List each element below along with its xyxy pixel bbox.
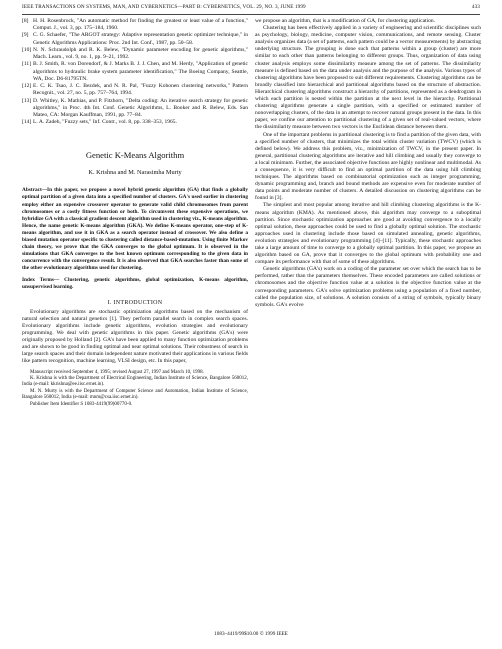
footnote: Manuscript received September 4, 1995; revised August 27, 1997 and March 10, 1998. (30, 369, 204, 375)
reference-item: [8] H. H. Rosenbrock, "An automatic method for finding the greatest or least value of a function," Comput. J., vol. 3, pp. 175–184, 1960. (22, 18, 248, 32)
footnotes (22, 370, 248, 408)
abstract: Abstract—In this paper, we propose a novel hybrid genetic algorithm (GA) that finds a globally optimal partition of a given data into a specified number of clusters. GA's used earlier in clustering employ either an expensive crossover operator to generate valid child chromosomes from parent chromosomes or a costly fitness function or both. To circumvent these expensive operations, we hybridize GA with a classical gradient descent algorithm used in clustering viz., K-means algorithm. Hence, the name genetic K-means algorithm (GKA). We define K-means operator, one-step of K-means algorithm, and use it in GKA as a search operator instead of crossover. We also define a biased mutation operator specific to clustering called distance-based-mutation. Using finite Markov chain theory, we prove that the GKA converges to the global optimum. It is observed in the simulations that GKA converges to the best known optimum corresponding to the given data in concurrence with the convergence result. It is also observed that GKA searches faster than some of the other evolutionary algorithms used for clustering. (22, 187, 248, 272)
paper-authors: K. Krishna and M. Narasimha Murty (88, 169, 182, 177)
reference-item: [13] D. Whitley, K. Mathias, and P. Fitzhorn, "Delta coding: An iterative search strategy for genetic algorithms," in Proc. 4th Int. Conf. Genetic Algorithms, L. Booker and R. Belew, Eds. San Mateo, CA: Morgan Kauffman, 1991, pp. 77–84. (22, 97, 248, 118)
index-terms: Index Terms— Clustering, genetic algorithms, global optimization, K-means algorithm, unsupervised learning. (22, 276, 248, 290)
body-paragraph: One of the important problems in partitional clustering is to find a partition of the given data, with a specified number of clusters, that minimizes the total within cluster variation (TWCV) (which is defined below). We address this problem, viz., minimization of TWCV, in the present paper. In general, partitional clustering algorithms are iterative and hill climbing and usually they converge to a local minimum. Further, the associated objective functions are highly nonlinear and multimodal. As a consequence, it is very difficult to find an optimal partition of the data using hill climbing techniques. The algorithms based on combinatorial optimization such as integer programming, dynamic programming and, branch and bound methods are expensive even for moderate number of data points and moderate number of clusters. A detailed discussion on clustering algorithms can be found in [3]. (255, 131, 481, 202)
body-paragraph: The simplest and most popular among iterative and hill climbing clustering algorithms is the K-means algorithm (KMA). As mentioned above, this algorithm may converge to a suboptimal partition. Since stochastic optimization approaches are good at avoiding convergence to a locally optimal solution, these approaches could be used to find a globally optimal solution. The stochastic approaches used in clustering include those based on simulated annealing, genetic algorithms, evolution strategies and evolutionary programming [4]–[11]. Typically, these stochastic approaches take a large amount of time to converge to a globally optimal partition. In this paper, we propose an algorithm based on GA, prove that it converges to the global optimum with probability one and compare its performance with that of some of these algorithms. (255, 202, 481, 266)
reference-item: [11] B. J. Smith, R. von Dorendorf, & J. Marks B. J. J. Chen, and M. Herdy, "Application of genetic algorithms to hydraulic brake system parameter identification," The Boeing Company, Seattle, WA, Doc. D6-81795TN. (22, 61, 248, 82)
reference-list (22, 18, 248, 126)
paper-title: Genetic K-Means Algorithm (85, 150, 185, 161)
footnote: M. N. Murty is with the Department of Computer Science and Automation, Indian Institute of Science, Bangalore 560012, India (e-mail: mnm@csa.iisc.ernet.in). (22, 388, 248, 401)
journal-name: IEEE TRANSACTIONS ON SYSTEMS, MAN, AND CYBERNETICS—PART B: CYBERNETICS, VOL. 29, NO. 3, JUNE 1999 (22, 4, 306, 10)
body-paragraph: Genetic algorithms (GA's) work on a coding of the parameter set over which the search has to be performed, rather than the parameters themselves. These encoded parameters are called solutions or chromosomes and the objective function value at a solution is the objective function value at the corresponding parameters. GA's solve optimization problems using a population of a fixed number, called the population size, of solutions. A solution consists of a string of symbols, typically binary symbols. GA's evolve (255, 266, 481, 308)
intro-paragraph: Evolutionary algorithms are stochastic optimization algorithms based on the mechanism of natural selection and natural genetics [1]. They perform parallel search in complex search spaces. Evolutionary algorithms include genetic algorithms, evolution strategies and evolutionary programming. We deal with genetic algorithms in this paper. Genetic algorithms (GA's) were originally proposed by Holland [2]. GA's have been applied to many function optimization problems and are shown to be good in finding optimal and near optimal solutions. Their robustness of search in large search spaces and their domain independent nature motivated their applications in various fields like pattern recognition, machine learning, VLSI design, etc. In this paper, (22, 308, 248, 365)
reference-item: [12] E. C. K. Tsao, J. C. Bezdek, and N. R. Pal, "Fuzzy Kohonen clustering networks," Pattern Recognit., vol. 27, no. 5, pp. 757–764, 1994. (22, 83, 248, 97)
right-column (255, 18, 481, 309)
left-column (22, 18, 248, 408)
page-number: 433 (471, 4, 480, 10)
footnote: K. Krishna is with the Department of Electrical Engineering, Indian Institute of Science, Bangalore 560012, India (e-mail: kkrishna@ee.iisc.ernet.in). (22, 375, 248, 388)
running-header (22, 4, 480, 13)
body-paragraph: Clustering has been effectively applied in a variety of engineering and scientific disciplines such as psychology, biology, medicine, computer vision, communications, and remote sensing. Cluster analysis organizes data (a set of patterns, each pattern could be a vector measurements) by abstracting underlying structure. The grouping is done such that patterns within a group (cluster) are more similar to each other than patterns belonging to different groups. Thus, organization of data using cluster analysis employs some dissimilarity measure among the set of patterns. The dissimilarity measure is defined based on the data under analysis and the purpose of the analysis. Various types of clustering algorithms have been proposed to suit different requirements. Clustering algorithms can be broadly classified into hierarchical and partitional algorithms based on the structure of abstraction. Hierarchical clustering algorithms construct a hierarchy of partitions, represented as a dendrogram in which each partition is nested within the partition at the next level in the hierarchy. Partitional clustering algorithms generate a single partition, with a specified or estimated number of nonoverlapping clusters, of the data in an attempt to recover natural groups present in the data. In this paper, we confine our attention to partitional clustering of a given set of real-valued vectors, where the dissimilarity measure between two vectors is the Euclidean distance between them. (255, 25, 481, 131)
body-paragraph: we propose an algorithm, that is a modification of GA, for clustering application. (255, 18, 436, 24)
copyright-line: 1083–4419/99$10.00 © 1999 IEEE (214, 631, 288, 637)
reference-item: [14] L. A. Zadeh, "Fuzzy sets," Inf. Contr., vol. 8, pp. 338–353, 1965. (22, 119, 177, 126)
footnote: Publisher Item Identifier S 1083-4419(99)00770-0. (30, 401, 133, 407)
reference-item: [9] C. G. Schaefer, "The ARGOT strategy: Adaptive representation genetic optimizer technique," in Genetic Algorithms Applications: Proc. 2nd Int. Conf., 1987, pp. 50–58. (22, 32, 248, 46)
header-rule (22, 14, 480, 15)
reference-item: [10] N. N. Schraudolph and R. K. Belew, "Dynamic parameter encoding for genetic algorithms," Mach. Learn., vol. 9, no. 1, pp. 9–21, 1992. (22, 46, 248, 61)
section-heading: I. INTRODUCTION (107, 299, 163, 306)
